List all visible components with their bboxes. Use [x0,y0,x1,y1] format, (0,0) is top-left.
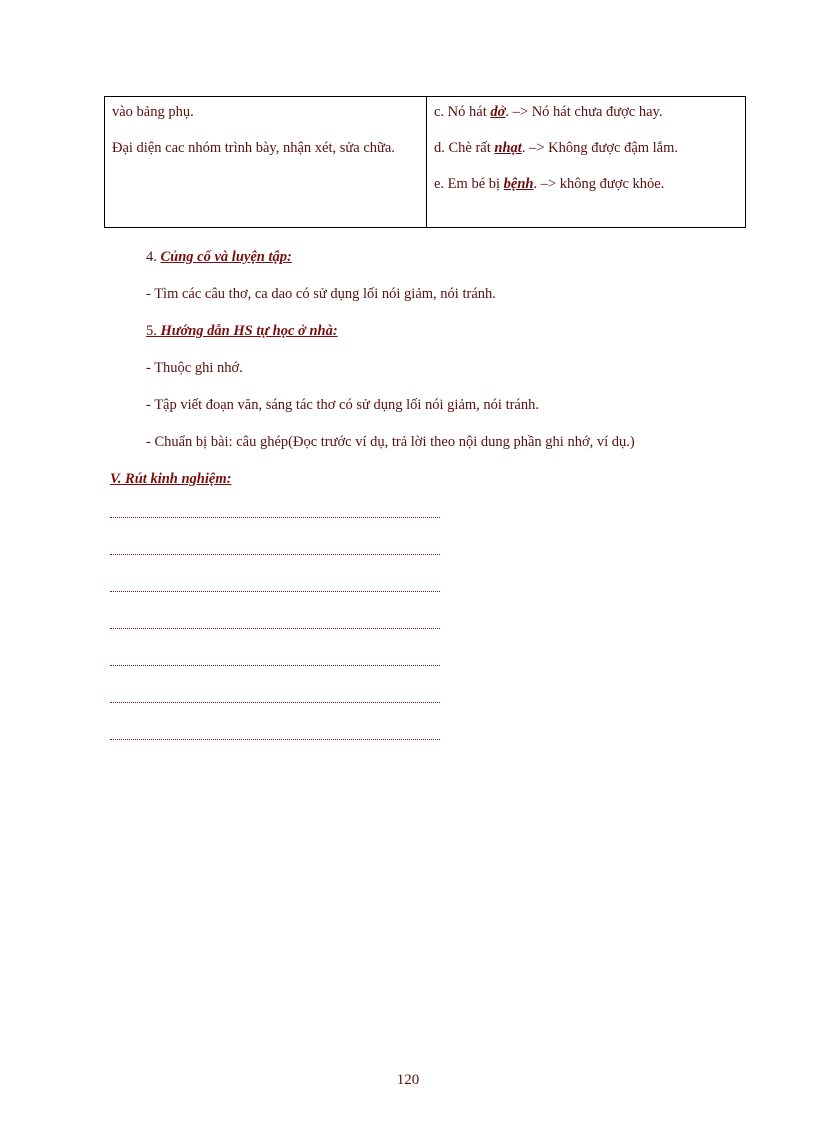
dotted-line-2 [110,554,440,555]
lesson-table [104,96,746,228]
example-e-keyword: bệnh [503,176,534,192]
example-d-suffix: . –> Không được đậm lắm. [521,140,679,156]
section5-heading [146,323,338,340]
table-left-cell [105,97,427,227]
section5-number: 5. [146,323,157,339]
section5-item-1: - Thuộc ghi nhớ. [146,360,243,376]
example-c-prefix: c. Nó hát [434,104,491,120]
table-right-cell [427,97,745,227]
example-c [434,103,738,121]
example-d [434,139,738,157]
example-e-suffix: . –> không được khỏe. [533,176,665,192]
example-c-suffix: . –> Nó hát chưa được hay. [505,104,663,120]
dotted-line-5 [110,665,440,666]
section5-item-3: - Chuẩn bị bài: câu ghép(Đọc trước ví dụ, trả lời theo nội dung phần ghi nhớ, ví dụ.) [146,434,635,450]
dotted-line-3 [110,591,440,592]
section4-number: 4. [146,249,161,265]
section5-item-2: - Tập viết đoạn văn, sáng tác thơ có sử dụng lối nói giảm, nói tránh. [146,397,539,413]
example-d-keyword: nhạt [494,140,522,156]
example-c-keyword: dở [490,104,506,120]
dotted-line-4 [110,628,440,629]
table-left-line2: Đại diện cac nhóm trình bày, nhận xét, sửa chữa. [112,140,395,156]
section4-title: Củng cố và luyện tập: [160,249,292,265]
example-e [434,175,738,193]
page-number: 120 [396,1072,420,1088]
table-left-line1: vào bảng phụ. [112,104,194,120]
section-v-title: V. Rút kinh nghiệm: [110,471,232,487]
section4-item: - Tìm các câu thơ, ca dao có sử dụng lối nói giảm, nói tránh. [146,286,496,302]
example-e-prefix: e. Em bé bị [434,176,504,192]
dotted-line-1 [110,517,440,518]
section4-heading [146,249,292,266]
section5-title: Hướng dẫn HS tự học ở nhà: [156,323,338,339]
dotted-line-6 [110,702,440,703]
example-d-prefix: d. Chè rất [434,140,495,156]
dotted-line-7 [110,739,440,740]
